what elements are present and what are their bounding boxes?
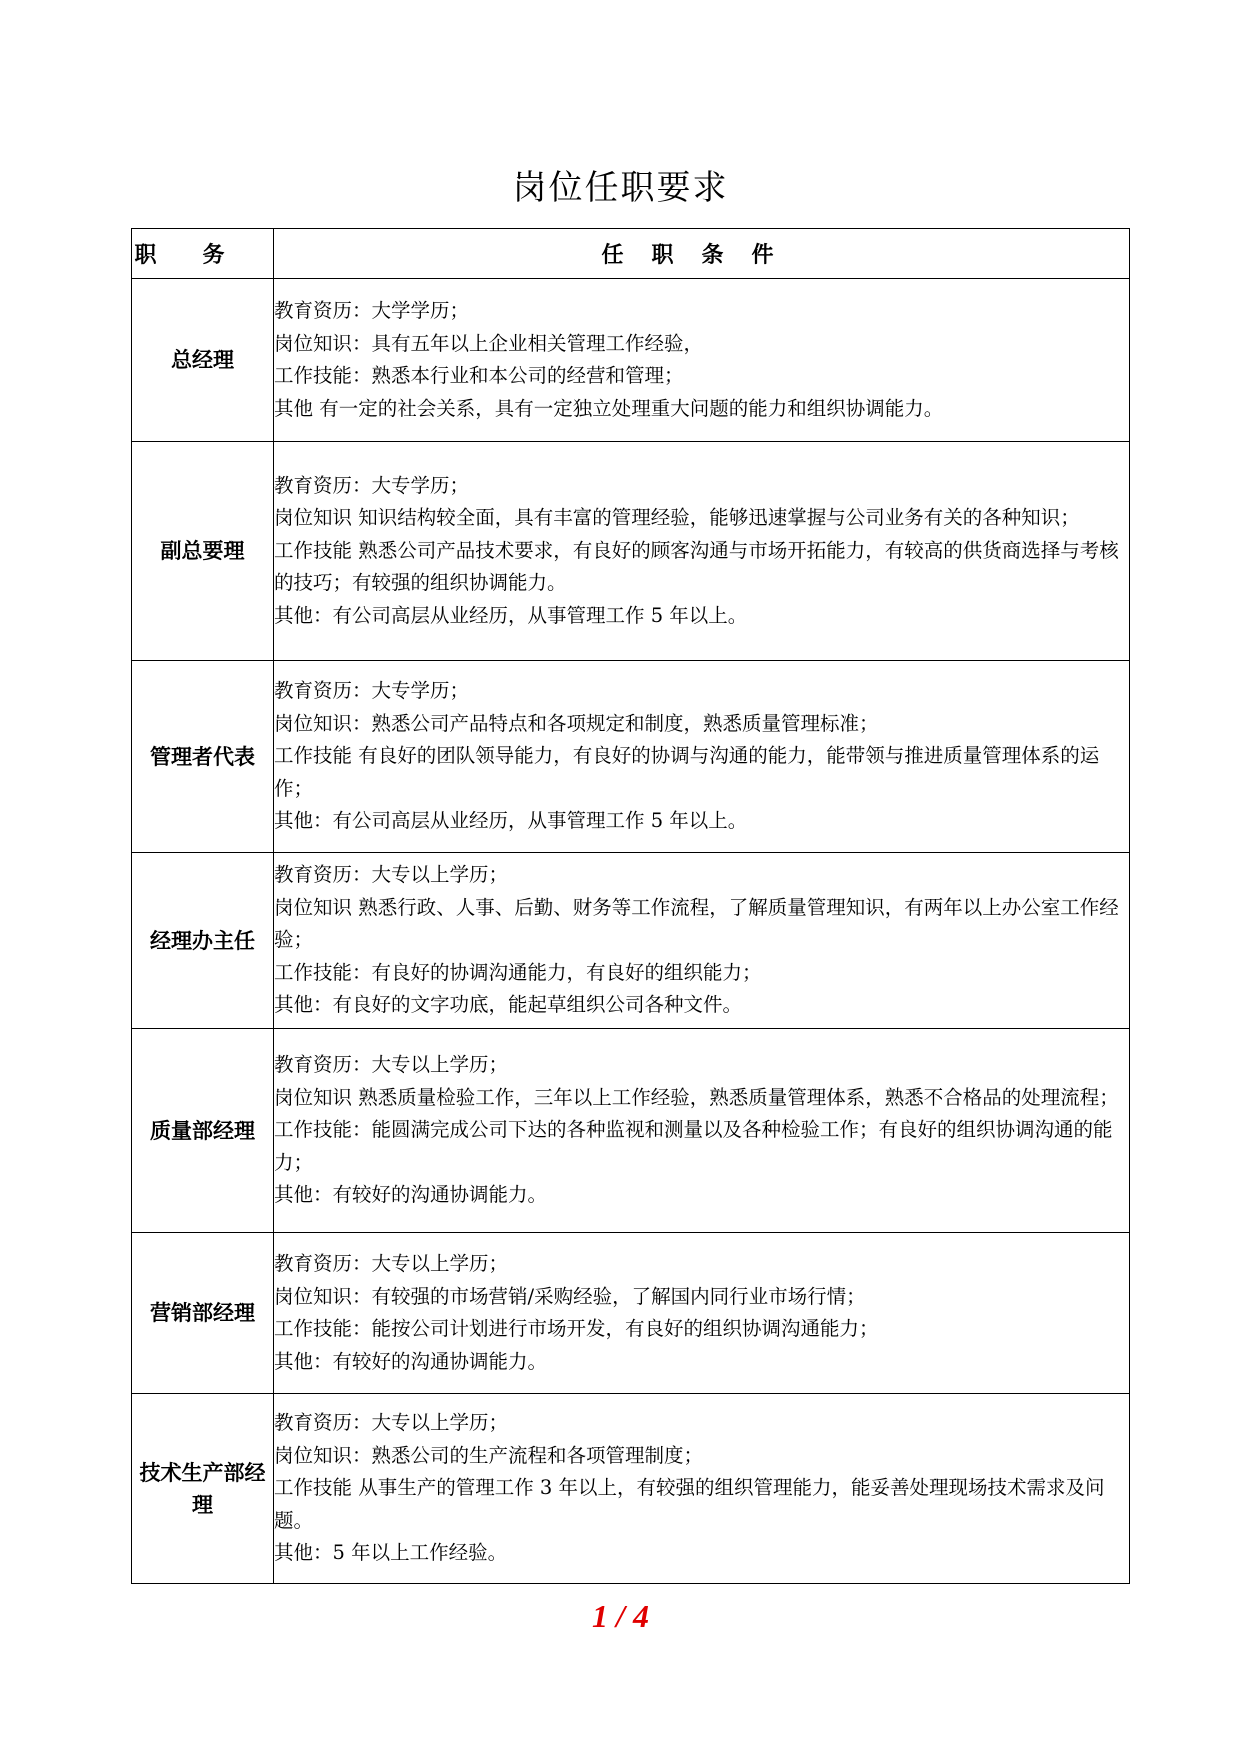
requirements-table	[131, 228, 1130, 1584]
requirement-other: 其他：有公司高层从业经历，从事管理工作 5 年以上。	[274, 603, 748, 627]
table-header-row	[132, 229, 1130, 279]
role-name: 管理者代表	[132, 661, 274, 853]
requirement-other: 其他：有公司高层从业经历，从事管理工作 5 年以上。	[274, 809, 748, 833]
table-row	[132, 1233, 1130, 1394]
requirement-other: 其他：有较好的沟通协调能力。	[274, 1183, 548, 1207]
requirement-education: 教育资历：大专以上学历；	[274, 1053, 509, 1077]
document-title: 岗位任职要求	[512, 168, 729, 208]
requirement-education: 教育资历：大学学历；	[274, 299, 470, 322]
requirement-knowledge: 岗位知识 熟悉行政、人事、后勤、财务等工作流程，了解质量管理知识，有两年以上办公室工作经验；	[274, 895, 1119, 952]
table-row	[132, 661, 1130, 853]
requirement-education: 教育资历：大专以上学历；	[274, 1252, 509, 1275]
requirement-education: 教育资历：大专以上学历；	[274, 1411, 509, 1435]
requirements-cell	[274, 853, 1130, 1029]
requirement-other: 其他：有较好的沟通协调能力。	[274, 1349, 548, 1373]
table-row	[132, 279, 1130, 442]
requirement-education: 教育资历：大专学历；	[274, 473, 470, 497]
requirement-other: 其他：有良好的文字功底，能起草组织公司各种文件。	[274, 993, 743, 1017]
requirements-cell	[274, 279, 1130, 442]
requirement-knowledge: 岗位知识：熟悉公司产品特点和各项规定和制度，熟悉质量管理标准；	[274, 711, 879, 735]
requirement-knowledge: 岗位知识：熟悉公司的生产流程和各项管理制度；	[274, 1443, 704, 1467]
requirement-skills: 工作技能：熟悉本行业和本公司的经营和管理；	[274, 364, 684, 387]
requirement-knowledge: 岗位知识：有较强的市场营销/采购经验，了解国内同行业市场行情；	[274, 1284, 866, 1308]
requirement-knowledge: 岗位知识 熟悉质量检验工作，三年以上工作经验，熟悉质量管理体系，熟悉不合格品的处理流程；	[274, 1085, 1119, 1109]
requirement-skills: 工作技能：能按公司计划进行市场开发，有良好的组织协调沟通能力；	[274, 1317, 879, 1340]
header-requirements: 任职条件	[274, 229, 1130, 279]
requirement-skills: 工作技能 有良好的团队领导能力，有良好的协调与沟通的能力，能带领与推进质量管理体系的运作；	[274, 744, 1100, 800]
requirement-skills: 工作技能：有良好的协调沟通能力，有良好的组织能力；	[274, 960, 762, 984]
requirement-education: 教育资历：大专以上学历；	[274, 863, 509, 887]
requirement-education: 教育资历：大专学历；	[274, 679, 470, 703]
role-name: 经理办主任	[132, 853, 274, 1029]
requirements-cell	[274, 1233, 1130, 1394]
requirement-knowledge: 岗位知识：具有五年以上企业相关管理工作经验，	[274, 331, 704, 355]
header-role: 职务	[132, 229, 274, 279]
role-name: 营销部经理	[132, 1233, 274, 1394]
table-row	[132, 1029, 1130, 1233]
requirement-skills: 工作技能 熟悉公司产品技术要求，有良好的顾客沟通与市场开拓能力，有较高的供货商选择与考核的技巧；有较强的组织协调能力。	[274, 538, 1119, 595]
role-name: 技术生产部经理	[132, 1394, 274, 1584]
requirement-skills: 工作技能 从事生产的管理工作 3 年以上，有较强的组织管理能力，能妥善处理现场技术需求及问题。	[274, 1476, 1105, 1532]
table-row	[132, 1394, 1130, 1584]
page-number: 1 / 4	[592, 1598, 649, 1634]
requirements-cell	[274, 661, 1130, 853]
requirement-skills: 工作技能：能圆满完成公司下达的各种监视和测量以及各种检验工作；有良好的组织协调沟通的能力；	[274, 1118, 1113, 1174]
requirements-cell	[274, 1394, 1130, 1584]
requirements-cell	[274, 442, 1130, 661]
table-row	[132, 442, 1130, 661]
table-row	[132, 853, 1130, 1029]
requirement-other: 其他：5 年以上工作经验。	[274, 1541, 508, 1565]
role-name: 质量部经理	[132, 1029, 274, 1233]
requirement-knowledge: 岗位知识 知识结构较全面，具有丰富的管理经验，能够迅速掌握与公司业务有关的各种知识；	[274, 506, 1080, 530]
role-name: 副总要理	[132, 442, 274, 661]
role-name: 总经理	[132, 279, 274, 442]
requirement-other: 其他 有一定的社会关系，具有一定独立处理重大问题的能力和组织协调能力。	[274, 396, 944, 420]
requirements-cell	[274, 1029, 1130, 1233]
